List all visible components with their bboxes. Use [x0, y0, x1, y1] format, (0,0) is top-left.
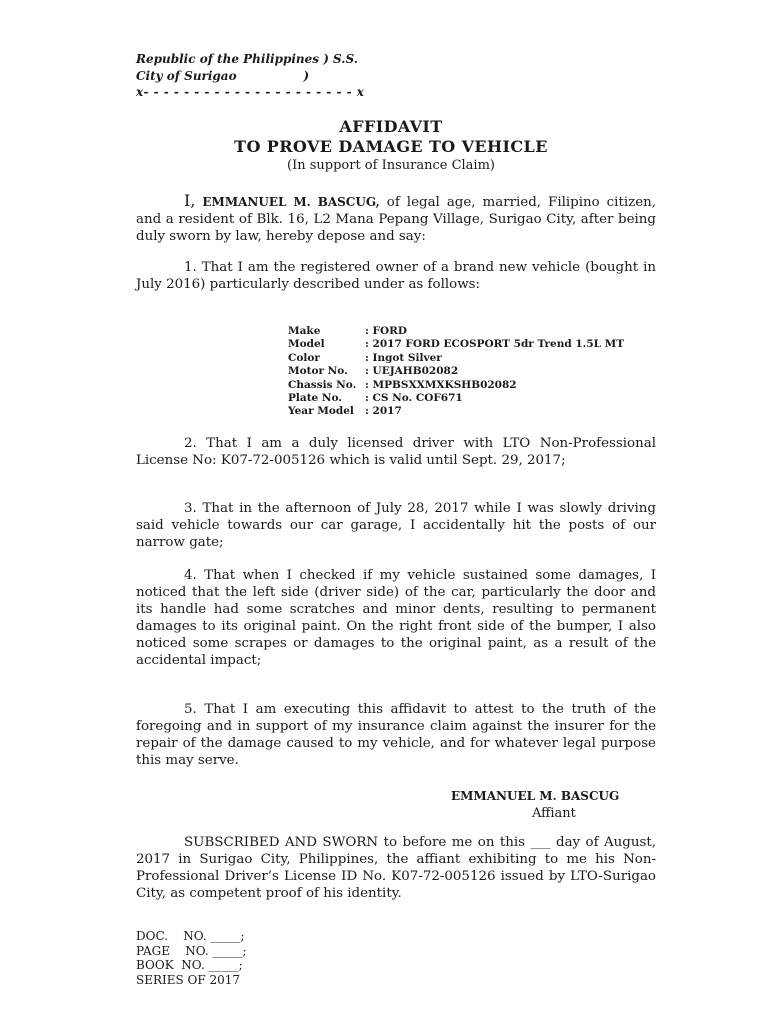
doc-number: DOC. NO. _____; [136, 929, 245, 943]
affiant-name-inline: EMMANUEL M. BASCUG, [202, 195, 380, 209]
intro-pronoun: I, [184, 191, 196, 210]
vehicle-row-chassis [288, 379, 624, 392]
document-title: AFFIDAVIT [339, 117, 443, 136]
document-subtitle: (In support of Insurance Claim) [287, 158, 495, 173]
vehicle-value: : FORD [365, 325, 407, 337]
series-year: SERIES OF 2017 [136, 972, 241, 987]
vehicle-value: : Ingot Silver [365, 351, 442, 364]
document-subject: TO PROVE DAMAGE TO VEHICLE [234, 137, 548, 156]
book-number: BOOK NO. _____; [136, 958, 243, 972]
vehicle-row-motor [288, 365, 624, 378]
vehicle-label: Make [288, 325, 321, 337]
notarial-register [136, 929, 247, 987]
vehicle-value: : MPBSXXMXKSHB02082 [365, 378, 517, 391]
venue-city: City of Surigao ) [136, 69, 310, 83]
vehicle-value: : 2017 [365, 405, 402, 418]
vehicle-row-year [288, 405, 624, 418]
venue-republic: Republic of the Philippines ) S.S. [136, 52, 358, 66]
vehicle-label: Motor No. [288, 365, 348, 378]
vehicle-label: Color [288, 351, 320, 364]
jurat-paragraph [136, 834, 656, 902]
intro-paragraph [136, 192, 656, 245]
paragraph-2-text: 2. That I am a duly licensed driver with LTO Non-Professional License No: K07-72-005126 which is valid until Sept. 29, 2017; [136, 436, 656, 468]
affiant-role: Affiant [532, 806, 576, 821]
paragraph-1-text: 1. That I am the registered owner of a brand new vehicle (bought in July 2016) particularly described under as follows: [136, 260, 656, 292]
vehicle-label: Plate No. [288, 392, 342, 405]
paragraph-3 [136, 500, 656, 551]
vehicle-row-model [288, 338, 624, 351]
vehicle-row-make [288, 325, 624, 338]
paragraph-5 [136, 701, 656, 769]
vehicle-label: Year Model [288, 405, 354, 418]
page-number: PAGE NO. _____; [136, 943, 247, 958]
vehicle-row-plate [288, 392, 624, 405]
jurat-text: SUBSCRIBED AND SWORN to before me on this ___ day of August, 2017 in Surigao City, Philippines, the affiant exhibiting to me his Non-Professional Driver’s License ID No. K07-72-005126 issued by LTO-Surigao City, as competent proof of his identity. [136, 835, 656, 901]
affiant-signature-name: EMMANUEL M. BASCUG [451, 789, 620, 803]
vehicle-label: Model [288, 338, 325, 351]
paragraph-5-text: 5. That I am executing this affidavit to attest to the truth of the foregoing and in support of my insurance claim against the insurer for the repair of the damage caused to my vehicle, and for whatever legal purpose this may serve. [136, 702, 656, 768]
paragraph-1 [136, 259, 656, 293]
paragraph-4 [136, 567, 656, 669]
intro-text: of legal age, married, Filipino citizen, and a resident of Blk. 16, L2 Mana Pepang Village, Surigao City, after being duly sworn by law, hereby depose and say: [136, 195, 656, 244]
vehicle-label: Chassis No. [288, 378, 357, 391]
paragraph-4-text: 4. That when I checked if my vehicle sustained some damages, I noticed that the left side (driver side) of the car, particularly the door and its handle had some scratches and minor dents, resulting to permanent damages to its original paint. On the right front side of the bumper, I also noticed some scrapes or damages to the original paint, as a result of the accidental impact; [136, 568, 656, 668]
paragraph-3-text: 3. That in the afternoon of July 28, 2017 while I was slowly driving said vehicle towards our car garage, I accidentally hit the posts of our narrow gate; [136, 501, 656, 550]
vehicle-value: : UEJAHB02082 [365, 365, 459, 378]
vehicle-value: : CS No. COF671 [365, 392, 463, 405]
paragraph-2 [136, 435, 656, 469]
venue-divider: x- - - - - - - - - - - - - - - - - - - - - x [136, 85, 365, 99]
vehicle-value: : 2017 FORD ECOSPORT 5dr Trend 1.5L MT [365, 338, 625, 351]
vehicle-details [288, 325, 624, 419]
vehicle-row-color [288, 352, 624, 365]
